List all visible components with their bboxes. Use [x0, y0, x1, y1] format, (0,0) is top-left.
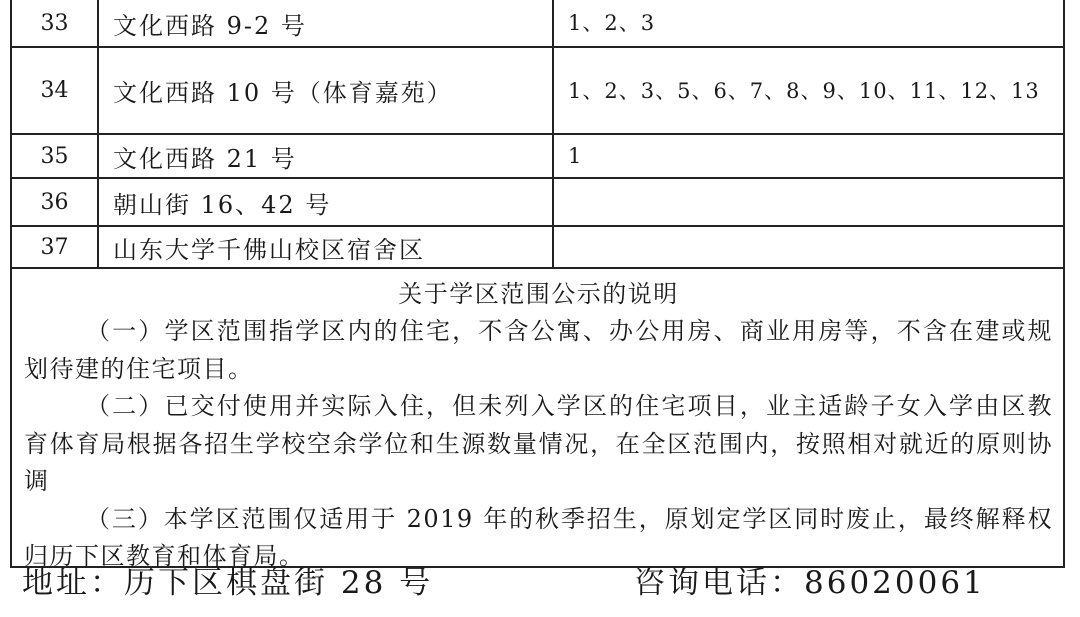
notes-section	[12, 269, 1063, 568]
row-number: 34	[12, 48, 99, 133]
row-address: 朝山街 16、42 号	[99, 179, 554, 225]
footer	[22, 557, 1062, 607]
row-buildings: 1、2、3、5、6、7、8、9、10、11、12、13	[568, 78, 1040, 103]
table-row	[12, 179, 1063, 227]
school-district-table	[10, 0, 1065, 568]
footer-phone: 咨询电话：86020061	[634, 565, 986, 601]
table-row	[12, 135, 1063, 179]
note-item: （一）学区范围指学区内的住宅，不含公寓、办公用房、商业用房等，不含在建或规划待建的住宅项目。	[24, 317, 1053, 383]
row-buildings	[554, 179, 1063, 225]
footer-address: 地址：历下区棋盘街 28 号	[22, 565, 434, 601]
row-number: 36	[12, 179, 99, 225]
row-number: 35	[12, 135, 99, 177]
row-address: 文化西路 21 号	[99, 135, 554, 177]
note-item: （二）已交付使用并实际入住，但未列入学区的住宅项目，业主适龄子女入学由区教育体育局根据各招生学校空余学位和生源数量情况，在全区范围内，按照相对就近的原则协调	[24, 392, 1053, 495]
row-address: 文化西路 10 号（体育嘉苑）	[99, 48, 554, 133]
row-address: 文化西路 9-2 号	[99, 0, 554, 46]
table-row	[12, 0, 1063, 48]
row-buildings	[554, 227, 1063, 267]
table-row	[12, 48, 1063, 135]
notes-title: 关于学区范围公示的说明	[398, 280, 679, 308]
row-number: 37	[12, 227, 99, 267]
row-number: 33	[12, 0, 99, 46]
row-buildings: 1、2、3	[568, 11, 656, 35]
table-row	[12, 227, 1063, 269]
note-item: （三）本学区范围仅适用于 2019 年的秋季招生，原划定学区同时废止，最终解释权归历下区教育和体育局。	[24, 504, 1053, 570]
row-buildings: 1	[568, 144, 583, 168]
row-address: 山东大学千佛山校区宿舍区	[99, 227, 554, 267]
